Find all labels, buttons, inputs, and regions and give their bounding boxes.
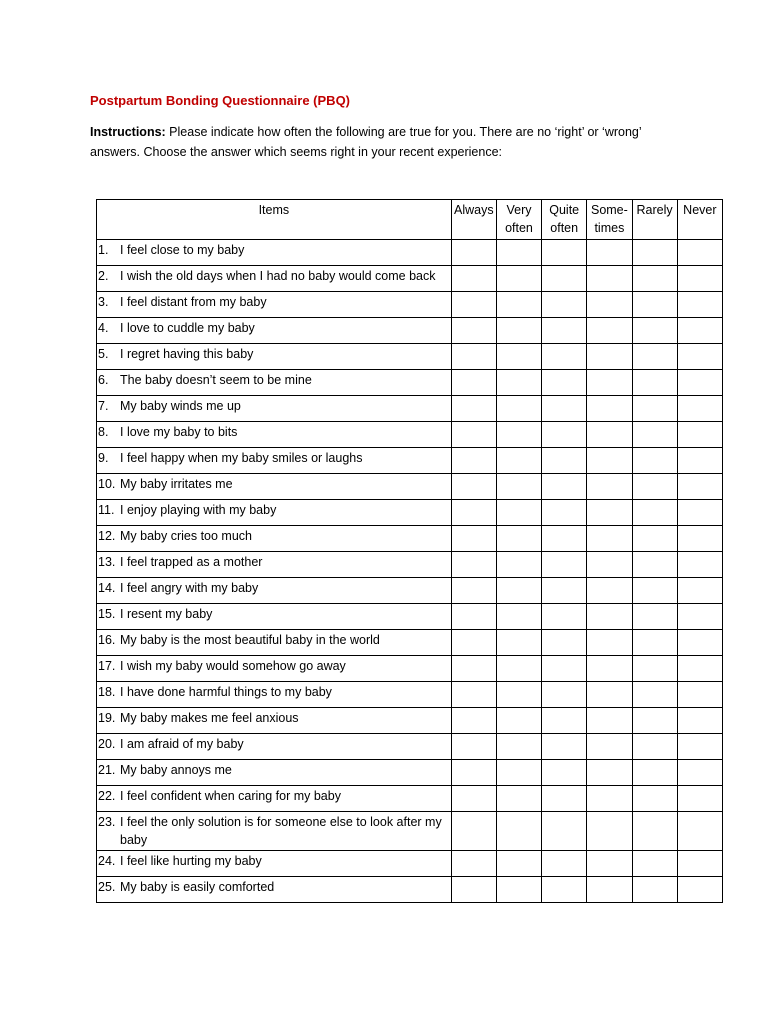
item-number: 20. xyxy=(98,737,116,751)
answer-cell-sometimes[interactable] xyxy=(587,344,632,370)
answer-cell-rarely[interactable] xyxy=(632,448,677,474)
item-number: 5. xyxy=(98,347,109,361)
answer-cell-quite-often[interactable] xyxy=(542,760,587,786)
item-number: 2. xyxy=(98,269,109,283)
item-number: 22. xyxy=(98,789,116,803)
item-cell xyxy=(97,877,452,903)
answer-cell-quite-often[interactable] xyxy=(542,318,587,344)
answer-cell-never[interactable] xyxy=(677,500,722,526)
answer-cell-sometimes[interactable] xyxy=(587,604,632,630)
item-number: 10. xyxy=(98,477,116,491)
answer-cell-rarely[interactable] xyxy=(632,682,677,708)
item-number: 17. xyxy=(98,659,116,673)
answer-cell-never[interactable] xyxy=(677,851,722,877)
answer-cell-rarely[interactable] xyxy=(632,760,677,786)
answer-cell-very-often[interactable] xyxy=(496,474,541,500)
item-text: My baby winds me up xyxy=(120,399,241,413)
item-cell xyxy=(97,474,452,500)
item-number: 13. xyxy=(98,555,116,569)
item-cell xyxy=(97,344,452,370)
item-text: My baby makes me feel anxious xyxy=(120,711,299,725)
answer-cell-very-often[interactable] xyxy=(496,656,541,682)
answer-cell-sometimes[interactable] xyxy=(587,500,632,526)
item-cell xyxy=(97,422,452,448)
answer-cell-always[interactable] xyxy=(451,734,496,760)
table-row xyxy=(97,474,723,500)
item-text: I feel close to my baby xyxy=(120,243,245,257)
questionnaire-table xyxy=(96,199,723,903)
answer-cell-never[interactable] xyxy=(677,266,722,292)
answer-cell-rarely[interactable] xyxy=(632,500,677,526)
answer-cell-always[interactable] xyxy=(451,396,496,422)
answer-cell-always[interactable] xyxy=(451,656,496,682)
answer-cell-always[interactable] xyxy=(451,851,496,877)
answer-cell-very-often[interactable] xyxy=(496,422,541,448)
table-row xyxy=(97,344,723,370)
answer-cell-very-often[interactable] xyxy=(496,344,541,370)
answer-cell-rarely[interactable] xyxy=(632,370,677,396)
answer-cell-rarely[interactable] xyxy=(632,877,677,903)
item-cell xyxy=(97,578,452,604)
item-number: 16. xyxy=(98,633,116,647)
answer-cell-very-often[interactable] xyxy=(496,318,541,344)
instructions-text: Please indicate how often the following are true for you. There are no ‘right’ or ‘wrong’ answers. Choose the answer which seems right in your recent experience: xyxy=(90,125,642,159)
item-number: 21. xyxy=(98,763,116,777)
answer-cell-very-often[interactable] xyxy=(496,682,541,708)
answer-cell-never[interactable] xyxy=(677,734,722,760)
option-header-sometimes: Some-times xyxy=(587,200,632,240)
answer-cell-sometimes[interactable] xyxy=(587,318,632,344)
table-row xyxy=(97,708,723,734)
table-row xyxy=(97,877,723,903)
answer-cell-always[interactable] xyxy=(451,526,496,552)
document-title: Postpartum Bonding Questionnaire (PBQ) xyxy=(90,93,351,108)
item-text: I resent my baby xyxy=(120,607,213,621)
answer-cell-sometimes[interactable] xyxy=(587,552,632,578)
table-row xyxy=(97,812,723,851)
answer-cell-always[interactable] xyxy=(451,786,496,812)
answer-cell-always[interactable] xyxy=(451,630,496,656)
item-number: 7. xyxy=(98,399,109,413)
table-row xyxy=(97,396,723,422)
answer-cell-quite-often[interactable] xyxy=(542,734,587,760)
table-row xyxy=(97,422,723,448)
answer-cell-quite-often[interactable] xyxy=(542,370,587,396)
answer-cell-always[interactable] xyxy=(451,344,496,370)
answer-cell-quite-often[interactable] xyxy=(542,474,587,500)
answer-cell-sometimes[interactable] xyxy=(587,734,632,760)
answer-cell-quite-often[interactable] xyxy=(542,526,587,552)
answer-cell-never[interactable] xyxy=(677,422,722,448)
answer-cell-rarely[interactable] xyxy=(632,578,677,604)
answer-cell-rarely[interactable] xyxy=(632,851,677,877)
answer-cell-sometimes[interactable] xyxy=(587,448,632,474)
answer-cell-quite-often[interactable] xyxy=(542,422,587,448)
item-cell xyxy=(97,370,452,396)
answer-cell-quite-often[interactable] xyxy=(542,240,587,266)
table-row xyxy=(97,500,723,526)
table-row xyxy=(97,526,723,552)
answer-cell-quite-often[interactable] xyxy=(542,682,587,708)
answer-cell-never[interactable] xyxy=(677,526,722,552)
answer-cell-always[interactable] xyxy=(451,240,496,266)
table-row xyxy=(97,760,723,786)
answer-cell-rarely[interactable] xyxy=(632,552,677,578)
answer-cell-quite-often[interactable] xyxy=(542,604,587,630)
answer-cell-rarely[interactable] xyxy=(632,344,677,370)
item-text: I wish the old days when I had no baby would come back xyxy=(120,269,436,283)
answer-cell-never[interactable] xyxy=(677,552,722,578)
item-number: 18. xyxy=(98,685,116,699)
answer-cell-sometimes[interactable] xyxy=(587,266,632,292)
item-text: The baby doesn’t seem to be mine xyxy=(120,373,312,387)
item-text: I love to cuddle my baby xyxy=(120,321,255,335)
item-text: I feel happy when my baby smiles or laughs xyxy=(120,451,363,465)
item-number: 14. xyxy=(98,581,116,595)
answer-cell-quite-often[interactable] xyxy=(542,786,587,812)
option-header-always: Always xyxy=(451,200,496,240)
item-text: I feel trapped as a mother xyxy=(120,555,263,569)
answer-cell-never[interactable] xyxy=(677,682,722,708)
item-cell xyxy=(97,396,452,422)
table-row xyxy=(97,578,723,604)
answer-cell-sometimes[interactable] xyxy=(587,526,632,552)
answer-cell-always[interactable] xyxy=(451,877,496,903)
answer-cell-quite-often[interactable] xyxy=(542,344,587,370)
answer-cell-rarely[interactable] xyxy=(632,422,677,448)
item-text: I love my baby to bits xyxy=(120,425,238,439)
item-text: I feel the only solution is for someone else to look after my baby xyxy=(120,815,442,847)
answer-cell-always[interactable] xyxy=(451,604,496,630)
answer-cell-very-often[interactable] xyxy=(496,526,541,552)
answer-cell-never[interactable] xyxy=(677,812,722,851)
item-text: I feel confident when caring for my baby xyxy=(120,789,341,803)
item-number: 12. xyxy=(98,529,116,543)
item-cell xyxy=(97,734,452,760)
item-text: I enjoy playing with my baby xyxy=(120,503,277,517)
item-cell xyxy=(97,786,452,812)
option-header-quite-often: Quite often xyxy=(542,200,587,240)
answer-cell-sometimes[interactable] xyxy=(587,682,632,708)
item-text: I feel like hurting my baby xyxy=(120,854,262,868)
item-text: I am afraid of my baby xyxy=(120,737,244,751)
item-number: 9. xyxy=(98,451,109,465)
answer-cell-never[interactable] xyxy=(677,292,722,318)
answer-cell-never[interactable] xyxy=(677,474,722,500)
answer-cell-sometimes[interactable] xyxy=(587,812,632,851)
item-number: 15. xyxy=(98,607,116,621)
answer-cell-always[interactable] xyxy=(451,552,496,578)
answer-cell-very-often[interactable] xyxy=(496,448,541,474)
answer-cell-very-often[interactable] xyxy=(496,578,541,604)
answer-cell-always[interactable] xyxy=(451,760,496,786)
item-cell xyxy=(97,656,452,682)
instructions-paragraph xyxy=(90,122,680,162)
item-text: I feel angry with my baby xyxy=(120,581,259,595)
answer-cell-never[interactable] xyxy=(677,877,722,903)
answer-cell-very-often[interactable] xyxy=(496,396,541,422)
answer-cell-rarely[interactable] xyxy=(632,318,677,344)
answer-cell-sometimes[interactable] xyxy=(587,656,632,682)
item-cell xyxy=(97,318,452,344)
answer-cell-sometimes[interactable] xyxy=(587,422,632,448)
answer-cell-very-often[interactable] xyxy=(496,500,541,526)
answer-cell-quite-often[interactable] xyxy=(542,500,587,526)
answer-cell-quite-often[interactable] xyxy=(542,656,587,682)
answer-cell-rarely[interactable] xyxy=(632,708,677,734)
answer-cell-always[interactable] xyxy=(451,500,496,526)
table-row xyxy=(97,682,723,708)
answer-cell-quite-often[interactable] xyxy=(542,292,587,318)
answer-cell-quite-often[interactable] xyxy=(542,396,587,422)
item-number: 4. xyxy=(98,321,109,335)
table-row xyxy=(97,734,723,760)
answer-cell-very-often[interactable] xyxy=(496,370,541,396)
item-cell xyxy=(97,448,452,474)
answer-cell-rarely[interactable] xyxy=(632,240,677,266)
answer-cell-never[interactable] xyxy=(677,396,722,422)
table-row xyxy=(97,292,723,318)
item-cell xyxy=(97,526,452,552)
instructions-label: Instructions: xyxy=(90,125,166,139)
item-number: 25. xyxy=(98,880,116,894)
item-text: I feel distant from my baby xyxy=(120,295,267,309)
answer-cell-never[interactable] xyxy=(677,370,722,396)
table-row xyxy=(97,370,723,396)
table-row xyxy=(97,604,723,630)
option-header-never: Never xyxy=(677,200,722,240)
answer-cell-rarely[interactable] xyxy=(632,734,677,760)
item-number: 3. xyxy=(98,295,109,309)
answer-cell-always[interactable] xyxy=(451,578,496,604)
answer-cell-very-often[interactable] xyxy=(496,812,541,851)
answer-cell-rarely[interactable] xyxy=(632,656,677,682)
answer-cell-always[interactable] xyxy=(451,318,496,344)
answer-cell-very-often[interactable] xyxy=(496,604,541,630)
answer-cell-never[interactable] xyxy=(677,240,722,266)
answer-cell-always[interactable] xyxy=(451,266,496,292)
answer-cell-always[interactable] xyxy=(451,448,496,474)
item-number: 11. xyxy=(98,503,115,517)
item-number: 8. xyxy=(98,425,109,439)
answer-cell-always[interactable] xyxy=(451,370,496,396)
item-text: My baby is easily comforted xyxy=(120,880,275,894)
answer-cell-very-often[interactable] xyxy=(496,708,541,734)
item-number: 19. xyxy=(98,711,116,725)
answer-cell-quite-often[interactable] xyxy=(542,812,587,851)
item-number: 23. xyxy=(98,815,116,829)
answer-cell-rarely[interactable] xyxy=(632,526,677,552)
item-number: 24. xyxy=(98,854,116,868)
answer-cell-quite-often[interactable] xyxy=(542,877,587,903)
answer-cell-rarely[interactable] xyxy=(632,266,677,292)
item-number: 1. xyxy=(98,243,109,257)
option-header-rarely: Rarely xyxy=(632,200,677,240)
answer-cell-rarely[interactable] xyxy=(632,396,677,422)
answer-cell-sometimes[interactable] xyxy=(587,708,632,734)
item-text: My baby annoys me xyxy=(120,763,232,777)
answer-cell-quite-often[interactable] xyxy=(542,266,587,292)
answer-cell-very-often[interactable] xyxy=(496,877,541,903)
item-cell xyxy=(97,851,452,877)
item-text: I regret having this baby xyxy=(120,347,254,361)
answer-cell-rarely[interactable] xyxy=(632,474,677,500)
answer-cell-always[interactable] xyxy=(451,682,496,708)
item-cell xyxy=(97,552,452,578)
answer-cell-never[interactable] xyxy=(677,578,722,604)
answer-cell-sometimes[interactable] xyxy=(587,578,632,604)
answer-cell-always[interactable] xyxy=(451,812,496,851)
item-cell xyxy=(97,708,452,734)
item-cell xyxy=(97,760,452,786)
answer-cell-never[interactable] xyxy=(677,786,722,812)
item-text: I wish my baby would somehow go away xyxy=(120,659,346,673)
answer-cell-sometimes[interactable] xyxy=(587,292,632,318)
answer-cell-quite-often[interactable] xyxy=(542,708,587,734)
item-cell xyxy=(97,682,452,708)
answer-cell-rarely[interactable] xyxy=(632,630,677,656)
answer-cell-never[interactable] xyxy=(677,604,722,630)
answer-cell-never[interactable] xyxy=(677,344,722,370)
answer-cell-never[interactable] xyxy=(677,760,722,786)
table-body xyxy=(97,240,723,903)
answer-cell-sometimes[interactable] xyxy=(587,240,632,266)
item-text: My baby is the most beautiful baby in the world xyxy=(120,633,380,647)
answer-cell-always[interactable] xyxy=(451,474,496,500)
item-cell xyxy=(97,500,452,526)
table-row xyxy=(97,786,723,812)
item-text: My baby irritates me xyxy=(120,477,233,491)
answer-cell-very-often[interactable] xyxy=(496,266,541,292)
answer-cell-very-often[interactable] xyxy=(496,734,541,760)
answer-cell-always[interactable] xyxy=(451,292,496,318)
answer-cell-never[interactable] xyxy=(677,318,722,344)
item-number: 6. xyxy=(98,373,109,387)
table-row xyxy=(97,630,723,656)
answer-cell-very-often[interactable] xyxy=(496,760,541,786)
answer-cell-rarely[interactable] xyxy=(632,292,677,318)
table-row xyxy=(97,851,723,877)
table-row xyxy=(97,266,723,292)
item-cell xyxy=(97,630,452,656)
answer-cell-sometimes[interactable] xyxy=(587,474,632,500)
table-header-row xyxy=(97,200,723,240)
answer-cell-rarely[interactable] xyxy=(632,786,677,812)
item-text: I have done harmful things to my baby xyxy=(120,685,332,699)
answer-cell-quite-often[interactable] xyxy=(542,552,587,578)
table-row xyxy=(97,318,723,344)
answer-cell-very-often[interactable] xyxy=(496,851,541,877)
item-cell xyxy=(97,292,452,318)
answer-cell-never[interactable] xyxy=(677,656,722,682)
answer-cell-very-often[interactable] xyxy=(496,786,541,812)
answer-cell-rarely[interactable] xyxy=(632,604,677,630)
answer-cell-quite-often[interactable] xyxy=(542,630,587,656)
table-row xyxy=(97,448,723,474)
answer-cell-very-often[interactable] xyxy=(496,630,541,656)
answer-cell-very-often[interactable] xyxy=(496,292,541,318)
answer-cell-rarely[interactable] xyxy=(632,812,677,851)
item-cell xyxy=(97,604,452,630)
table-row xyxy=(97,552,723,578)
item-cell xyxy=(97,812,452,851)
answer-cell-never[interactable] xyxy=(677,630,722,656)
answer-cell-always[interactable] xyxy=(451,708,496,734)
table-row xyxy=(97,656,723,682)
answer-cell-always[interactable] xyxy=(451,422,496,448)
answer-cell-sometimes[interactable] xyxy=(587,370,632,396)
item-cell xyxy=(97,266,452,292)
answer-cell-sometimes[interactable] xyxy=(587,877,632,903)
answer-cell-quite-often[interactable] xyxy=(542,448,587,474)
answer-cell-quite-often[interactable] xyxy=(542,578,587,604)
answer-cell-never[interactable] xyxy=(677,708,722,734)
table-row xyxy=(97,240,723,266)
item-text: My baby cries too much xyxy=(120,529,252,543)
answer-cell-very-often[interactable] xyxy=(496,552,541,578)
item-cell xyxy=(97,240,452,266)
answer-cell-sometimes[interactable] xyxy=(587,396,632,422)
answer-cell-sometimes[interactable] xyxy=(587,630,632,656)
answer-cell-very-often[interactable] xyxy=(496,240,541,266)
answer-cell-sometimes[interactable] xyxy=(587,851,632,877)
option-header-very-often: Very often xyxy=(496,200,541,240)
answer-cell-sometimes[interactable] xyxy=(587,786,632,812)
items-header: Items xyxy=(97,200,452,240)
answer-cell-never[interactable] xyxy=(677,448,722,474)
answer-cell-sometimes[interactable] xyxy=(587,760,632,786)
answer-cell-quite-often[interactable] xyxy=(542,851,587,877)
